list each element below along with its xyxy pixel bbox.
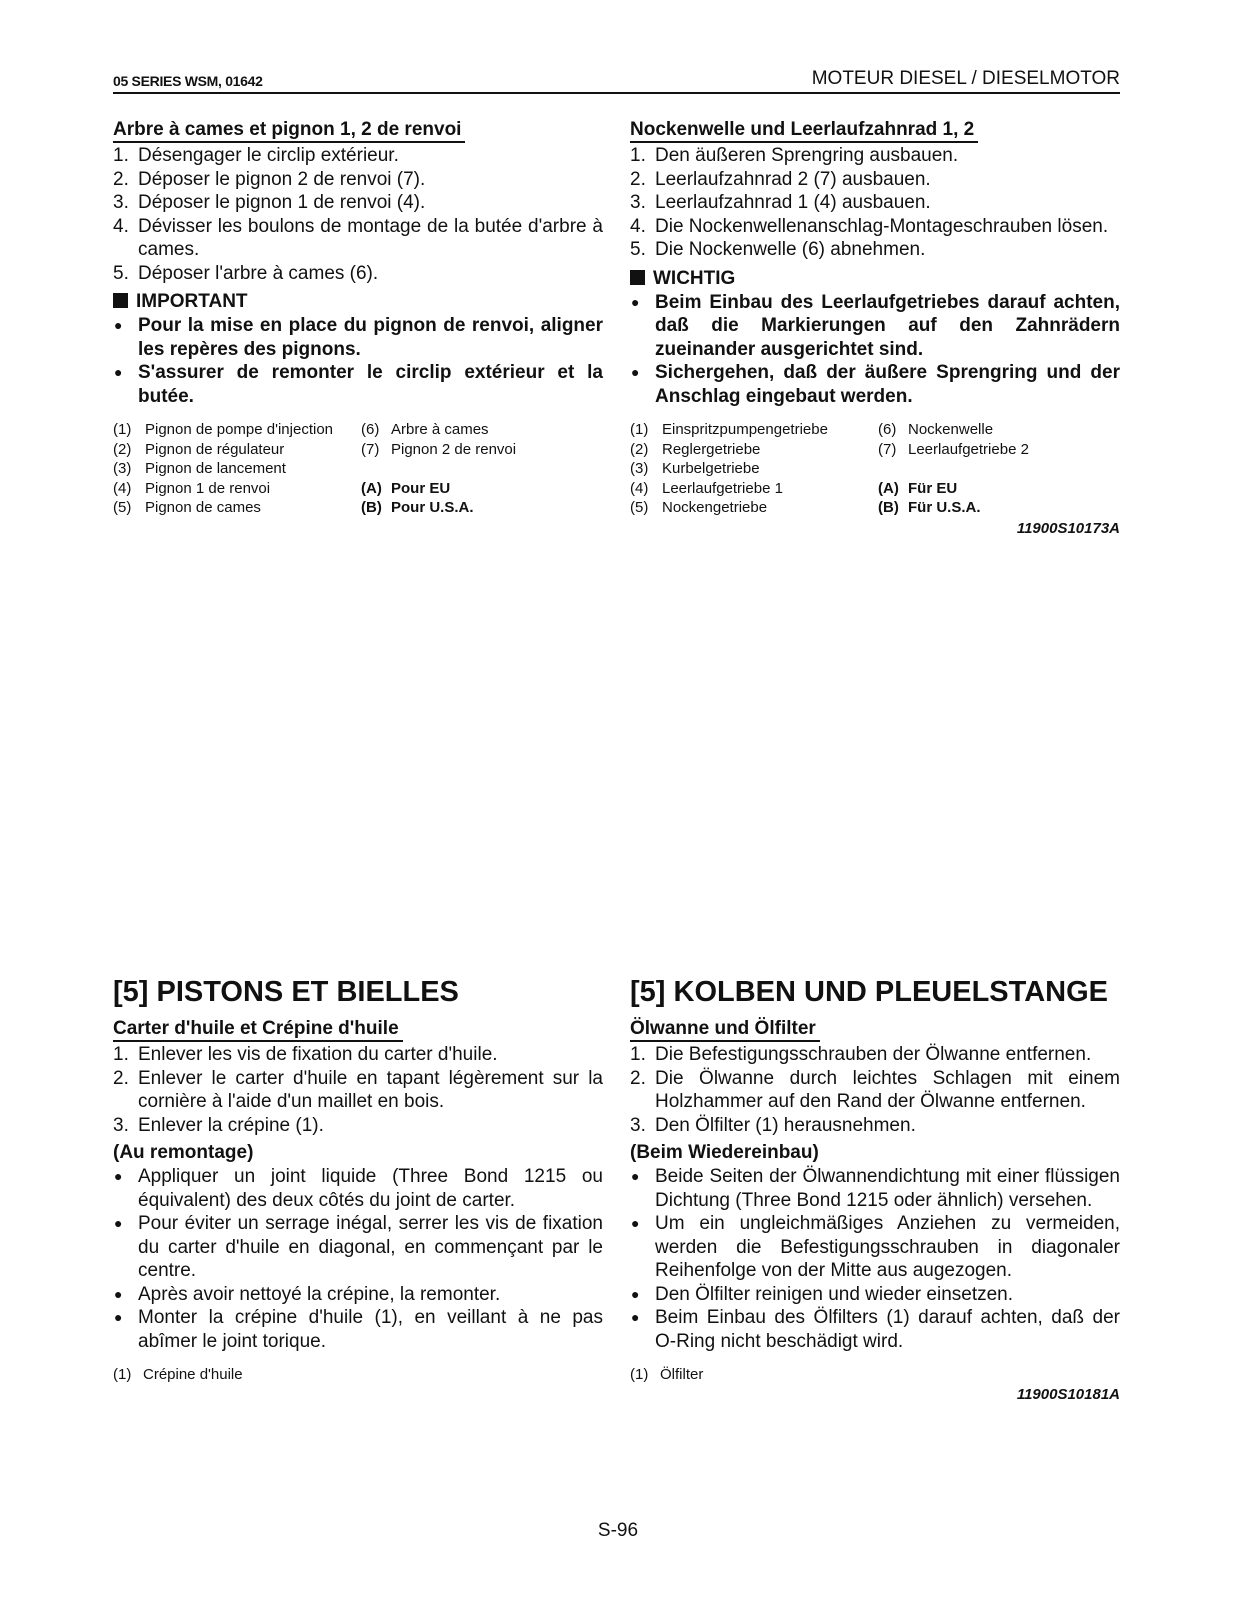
french-camshaft-steps bbox=[113, 144, 603, 285]
german-oilpan-title: Ölwanne und Ölfilter bbox=[630, 1017, 820, 1042]
step: 3. Enlever la crépine (1). bbox=[113, 1114, 324, 1136]
figure-legend: (1) Einspritzpumpengetriebe (6) Nockenwelle (2) Reglergetriebe (7) Leerlaufgetriebe 2 (3) Kurbelgetriebe (4) Leerlaufgetriebe 1 (A) Für EU (5) Nockengetriebe (B) Für U.S.A. bbox=[630, 421, 1029, 516]
header-chapter-title: MOTEUR DIESEL / DIESELMOTOR bbox=[811, 68, 1120, 89]
step: 5. Die Nockenwelle (6) abnehmen. bbox=[630, 239, 926, 260]
wichtig-item: ● Beim Einbau des Leerlaufgetriebes darauf achten, daß die Markierungen auf den Zahnrädern zueinander ausgerichtet sind. bbox=[630, 291, 1120, 362]
reassembly-item: ● Den Ölfilter reinigen und wieder einsetzen. bbox=[630, 1283, 1120, 1307]
wichtig-item: ● Sichergehen, daß der äußere Sprengring und der Anschlag eingebaut werden. bbox=[630, 361, 1120, 408]
step: 1. Enlever les vis de fixation du carter d'huile. bbox=[113, 1044, 498, 1065]
french-camshaft-section bbox=[113, 118, 603, 518]
german-section-heading: [5] KOLBEN UND PLEUELSTANGE bbox=[630, 976, 1108, 1008]
reassembly-item: ● Um ein ungleichmäßiges Anziehen zu vermeiden, werden die Befestigungsschrauben in diagonaler Reihenfolge von der Mitte aus augezogen. bbox=[630, 1212, 1120, 1283]
german-camshaft-title: Nockenwelle und Leerlaufzahnrad 1, 2 bbox=[630, 118, 978, 143]
step: 1. Désengager le circlip extérieur. bbox=[113, 145, 399, 166]
step: 3. Den Ölfilter (1) herausnehmen. bbox=[630, 1114, 916, 1136]
important-list bbox=[113, 314, 603, 408]
step: 5. Déposer l'arbre à cames (6). bbox=[113, 262, 379, 284]
french-pistons-section bbox=[113, 975, 603, 1384]
reassembly-heading: (Au remontage) bbox=[113, 1142, 254, 1163]
step: 2. Enlever le carter d'huile en tapant légèrement sur la cornière à l'aide d'un maillet en bois. bbox=[113, 1067, 603, 1112]
reassembly-item: ● Appliquer un joint liquide (Three Bond 1215 ou équivalent) des deux côtés du joint de carter. bbox=[113, 1165, 603, 1212]
french-oilpan-steps bbox=[113, 1043, 603, 1137]
french-camshaft-title: Arbre à cames et pignon 1, 2 de renvoi bbox=[113, 118, 465, 143]
reassembly-item: ● Monter la crépine d'huile (1), en veillant à ne pas abîmer le joint torique. bbox=[113, 1306, 603, 1353]
figure-legend: (1) Crépine d'huile bbox=[113, 1366, 243, 1383]
wichtig-heading: WICHTIG bbox=[630, 266, 1120, 291]
page-header bbox=[113, 66, 1120, 94]
step: 4. Dévisser les boulons de montage de la butée d'arbre à cames. bbox=[113, 215, 603, 260]
page-number: S-96 bbox=[597, 1520, 639, 1541]
reassembly-heading: (Beim Wiedereinbau) bbox=[630, 1142, 819, 1163]
square-icon bbox=[113, 293, 128, 308]
german-oilpan-steps bbox=[630, 1043, 1120, 1137]
reassembly-item: ● Beide Seiten der Ölwannendichtung mit einer flüssigen Dichtung (Three Bond 1215 oder ähnlich) versehen. bbox=[630, 1165, 1120, 1212]
german-camshaft-section bbox=[630, 118, 1120, 537]
german-pistons-section bbox=[630, 975, 1120, 1403]
reassembly-item: ● Pour éviter un serrage inégal, serrer les vis de fixation du carter d'huile en diagonal, en commençant par le centre. bbox=[113, 1212, 603, 1283]
important-item: ● Pour la mise en place du pignon de renvoi, aligner les repères des pignons. bbox=[113, 314, 603, 361]
reference-code: 11900S10181A bbox=[1016, 1386, 1120, 1403]
figure-legend: (1) Ölfilter bbox=[630, 1366, 704, 1383]
step: 1. Den äußeren Sprengring ausbauen. bbox=[630, 145, 959, 166]
wichtig-list bbox=[630, 291, 1120, 409]
french-oilpan-title: Carter d'huile et Crépine d'huile bbox=[113, 1017, 403, 1042]
reassembly-item: ● Beim Einbau des Ölfilters (1) darauf achten, daß der O-Ring nicht beschädigt wird. bbox=[630, 1306, 1120, 1353]
figure-legend: (1) Pignon de pompe d'injection (6) Arbre à cames (2) Pignon de régulateur (7) Pignon 2 de renvoi (3) Pignon de lancement (4) Pignon 1 de renvoi (A) Pour EU (5) Pignon de cames (B) Pour U.S.A. bbox=[113, 421, 517, 516]
important-item: ● S'assurer de remonter le circlip extérieur et la butée. bbox=[113, 361, 603, 408]
important-heading: IMPORTANT bbox=[113, 289, 603, 314]
step: 2. Déposer le pignon 2 de renvoi (7). bbox=[113, 168, 426, 190]
reassembly-list bbox=[630, 1165, 1120, 1353]
step: 1. Die Befestigungsschrauben der Ölwanne entfernen. bbox=[630, 1044, 1092, 1065]
reassembly-list bbox=[113, 1165, 603, 1353]
step: 3. Déposer le pignon 1 de renvoi (4). bbox=[113, 192, 426, 213]
header-doc-id: 05 SERIES WSM, 01642 bbox=[113, 73, 263, 89]
step: 3. Leerlaufzahnrad 1 (4) ausbauen. bbox=[630, 192, 931, 213]
step: 2. Leerlaufzahnrad 2 (7) ausbauen. bbox=[630, 168, 931, 190]
square-icon bbox=[630, 270, 645, 285]
german-camshaft-steps bbox=[630, 144, 1120, 262]
reference-code: 11900S10173A bbox=[1016, 519, 1120, 537]
step: 4. Die Nockenwellenanschlag-Montageschrauben lösen. bbox=[630, 215, 1109, 237]
step: 2. Die Ölwanne durch leichtes Schlagen mit einem Holzhammer auf den Rand der Ölwanne entfernen. bbox=[630, 1067, 1120, 1112]
reassembly-item: ● Après avoir nettoyé la crépine, la remonter. bbox=[113, 1283, 603, 1307]
french-section-heading: [5] PISTONS ET BIELLES bbox=[113, 976, 459, 1008]
